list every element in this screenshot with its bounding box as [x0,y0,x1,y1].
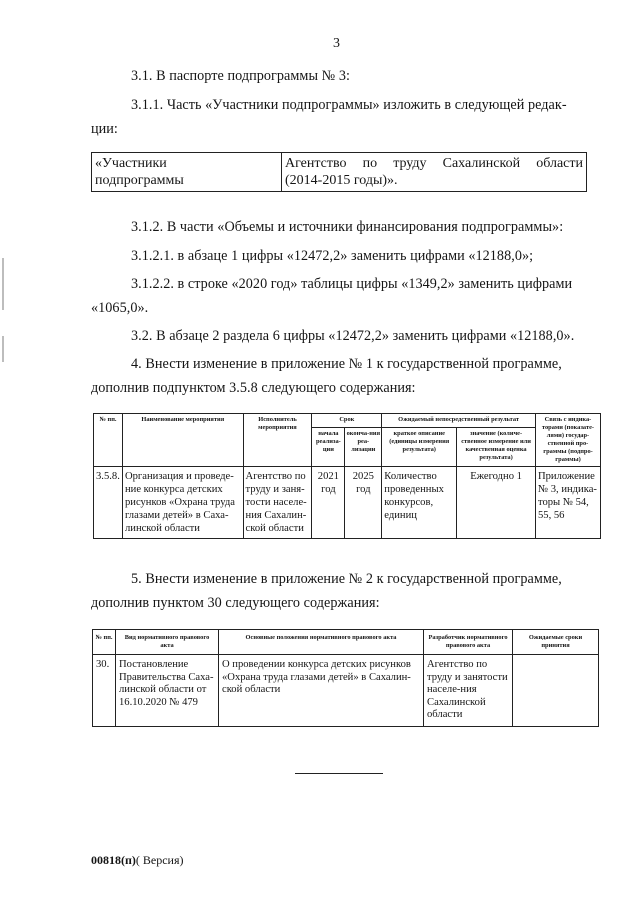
participants-value-line2: (2014-2015 годы)». [285,173,398,188]
scan-edge-mark [2,258,4,310]
cell-indicator-link: Приложение № 3, индика-торы № 54, 55, 56 [535,467,600,539]
col-header-result: Ожидаемый непосредственный результат [382,414,536,428]
col-header-result-value: значение (количе-ственное измерение или качественная оценка результата) [457,427,536,466]
paragraph-3-2: 3.2. В абзаце 2 раздела 6 цифры «12472,2» заменить цифрами «12188,0». [131,328,575,344]
paragraph-3-1-2-1: 3.1.2.1. в абзаце 1 цифры «12472,2» заменить цифрами «12188,0»; [131,248,534,264]
cell-developer: Агентство по труду и занятости населе-ния Сахалинской области [424,655,513,727]
cell-number: 3.5.8. [94,467,123,539]
cell-result-desc: Количество проведенных конкурсов, единиц [382,467,457,539]
participants-value-cell [282,153,587,192]
cell-number: 30. [93,655,116,727]
participants-label-cell [92,153,282,192]
cell-expected-term [513,655,599,727]
paragraph-3-1-1: 3.1.1. Часть «Участники подпрограммы» изложить в следующей редак- [131,97,567,113]
col-header-result-desc: краткое описание (единицы измерения результата) [382,427,457,466]
col-header-act-content: Основные положения нормативного правового акта [219,630,424,655]
cell-result-value: Ежегодно 1 [457,467,536,539]
paragraph-3-1-2-2: 3.1.2.2. в строке «2020 год» таблицы цифры «1349,2» заменить цифрами [131,276,573,292]
paragraph-3-1-2-2-cont: «1065,0». [91,300,149,316]
paragraph-5: 5. Внести изменение в приложение № 2 к государственной программе, [131,571,562,587]
col-header-number: № пп. [94,414,123,467]
cell-term-end: 2025 год [345,467,382,539]
cell-measure-name: Организация и проведе-ние конкурса детских рисунков «Охрана труда глазами детей» в Саха-линской области [122,467,243,539]
col-header-term-start: начала реализа-ции [312,427,345,466]
cell-executor: Агентство по труду и заня-тости населе-ния Сахалин-ской области [243,467,312,539]
footer [91,853,184,868]
end-separator-line [295,773,383,774]
document-version: ( Версия) [135,853,184,867]
cell-act-type: Постановление Правительства Саха-линской области от 16.10.2020 № 479 [116,655,219,727]
measures-table [93,413,601,539]
legal-acts-table [92,629,599,727]
paragraph-4: 4. Внести изменение в приложение № 1 к государственной программе, [131,356,562,372]
participants-value-line1: Агентство по труду Сахалинской области [285,156,583,171]
participants-label-line2: подпрограммы [95,173,184,188]
col-header-expected-term: Ожидаемые сроки принятия [513,630,599,655]
cell-act-content: О проведении конкурса детских рисунков «Охрана труда глазами детей» в Сахалин-ской области [219,655,424,727]
scan-edge-mark [2,336,4,362]
col-header-term: Срок [312,414,382,428]
page-number: 3 [333,36,340,51]
participants-label-line1: «Участники [95,156,167,171]
col-header-developer: Разработчик нормативного правового акта [424,630,513,655]
paragraph-3-1-2: 3.1.2. В части «Объемы и источники финансирования подпрограммы»: [131,219,564,235]
col-header-executor: Исполнитель мероприятия [243,414,312,467]
col-header-act-type: Вид нормативного правового акта [116,630,219,655]
paragraph-5-cont: дополнив пунктом 30 следующего содержания: [91,595,380,611]
document-code: 00818(п) [91,853,136,867]
paragraph-3-1: 3.1. В паспорте подпрограммы № 3: [131,68,350,84]
col-header-measure-name: Наименование мероприятия [122,414,243,467]
col-header-number: № пп. [93,630,116,655]
cell-term-start: 2021 год [312,467,345,539]
participants-table [91,152,587,192]
col-header-term-end: оконча-ния реа-лизации [345,427,382,466]
paragraph-4-cont: дополнив подпунктом 3.5.8 следующего содержания: [91,380,416,396]
col-header-indicator-link: Связь с индика-торами (показате-лями) государ-ственной про-граммы (подпро-граммы) [535,414,600,467]
paragraph-3-1-1-cont: ции: [91,121,118,137]
